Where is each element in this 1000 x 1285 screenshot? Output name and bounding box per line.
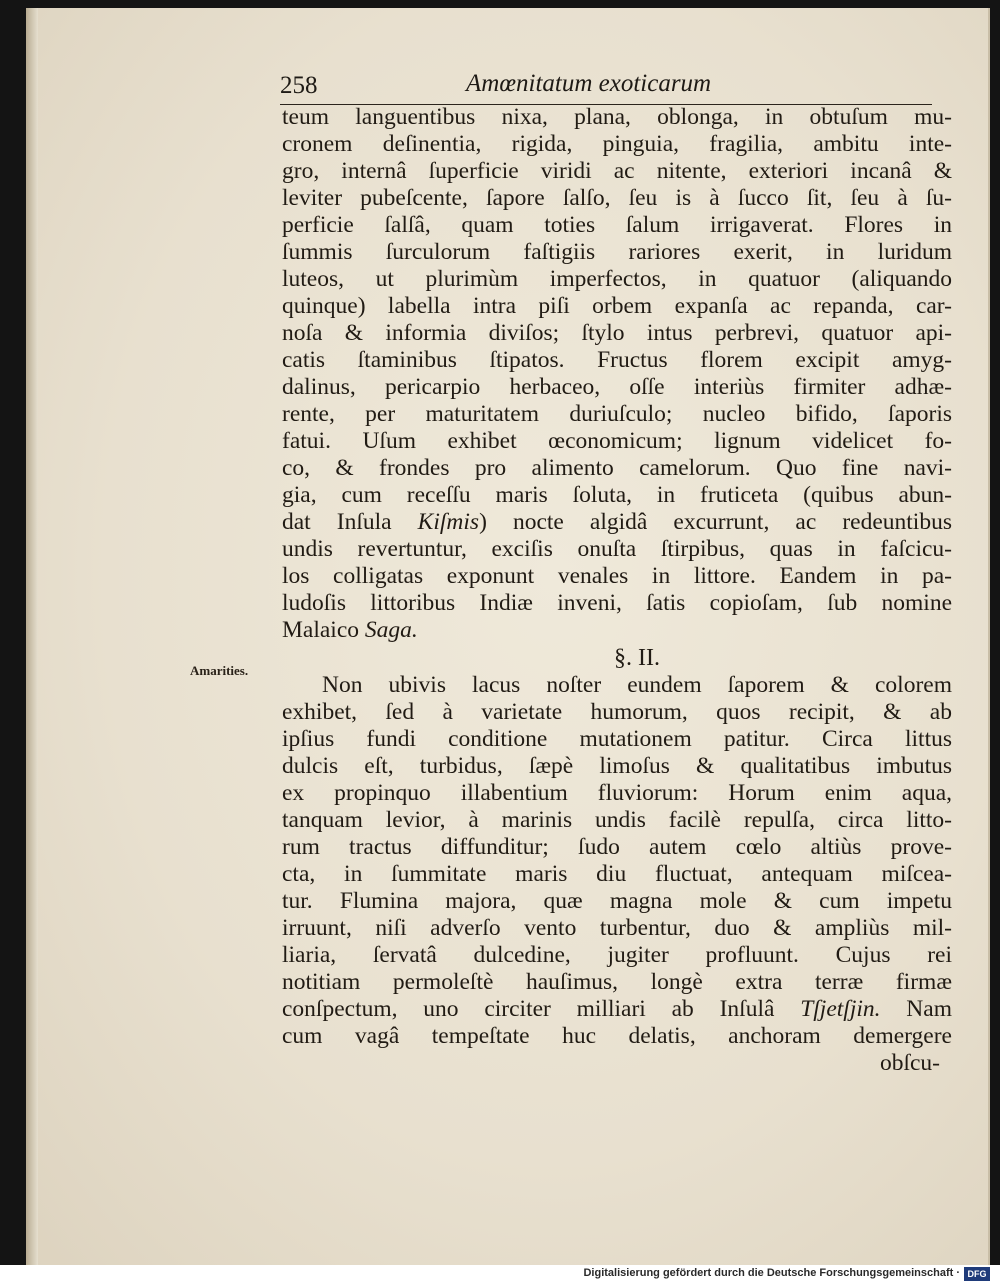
text-line: los colligatas exponunt venales in littore. Eandem in pa- <box>282 563 952 589</box>
text-line: ludoſis littoribus Indiæ inveni, ſatis copioſam, ſub nomine <box>282 590 952 616</box>
text-line: undis revertuntur, exciſis onuſta ſtirpibus, quas in faſcicu- <box>282 536 952 562</box>
text-line-tsjetsjin <box>282 996 952 1023</box>
page-gutter <box>26 8 38 1265</box>
text-run: conſpectum, uno circiter milliari ab Inſulâ <box>282 996 801 1022</box>
text-run: dat Inſula <box>282 509 418 535</box>
text-run: Malaico <box>282 617 365 643</box>
text-line: perficie ſalſâ, quam toties ſalum irrigaverat. Flores in <box>282 212 952 238</box>
page-number: 258 <box>280 72 318 99</box>
text-line: irruunt, niſi adverſo vento turbentur, duo & ampliùs mil- <box>282 915 952 941</box>
text-line: noſa & informia diviſos; ſtylo intus perbrevi, quatuor api- <box>282 320 952 346</box>
text-line: ex propinquo illabentium fluviorum: Horum enim aqua, <box>282 780 952 806</box>
text-line: gia, cum receſſu maris ſoluta, in fruticeta (quibus abun- <box>282 482 952 508</box>
funding-notice: Digitalisierung gefördert durch die Deutsche Forschungsgemeinschaft · <box>583 1267 960 1279</box>
section-heading: §. II. <box>614 645 660 671</box>
italic-plant-name: Saga. <box>364 617 418 643</box>
text-line: tanquam levior, à marinis undis facilè repulſa, circa litto- <box>282 807 952 833</box>
text-line: dalinus, pericarpio herbaceo, oſſe interiùs firmiter adhæ- <box>282 374 952 400</box>
running-head: Amœnitatum exoticarum <box>466 70 712 97</box>
text-line: gro, internâ ſuperficie viridi ac nitente, exteriori incanâ & <box>282 158 952 184</box>
text-line: co, & frondes pro alimento camelorum. Quo fine navi- <box>282 455 952 481</box>
italic-place-name: Tſjetſjin. <box>800 996 881 1022</box>
catchword: obſcu- <box>879 1050 940 1076</box>
text-line: rum tractus diffunditur; ſudo autem cœlo altiùs prove- <box>282 834 952 860</box>
body-text <box>282 104 952 1077</box>
text-line-kismis <box>282 509 952 536</box>
text-line: luteos, ut plurimùm imperfectos, in quatuor (aliquando <box>282 266 952 292</box>
footer-bar <box>0 1265 1000 1285</box>
text-line: ipſius fundi conditione mutationem patitur. Circa littus <box>282 726 952 752</box>
italic-place-name: Kiſmis <box>417 509 480 535</box>
text-line: notitiam permoleſtè hauſimus, longè extra terræ firmæ <box>282 969 952 995</box>
paragraph-2 <box>282 672 952 1077</box>
text-line: teum languentibus nixa, plana, oblonga, in obtuſum mu- <box>282 104 952 130</box>
text-line: rente, per maturitatem duriuſculo; nucleo bifido, ſaporis <box>282 401 952 427</box>
paragraph-1 <box>282 104 952 644</box>
page-header <box>280 70 932 105</box>
text-line: fatui. Uſum exhibet œconomicum; lignum videlicet fo- <box>282 428 952 454</box>
text-line: Non ubivis lacus noſter eundem ſaporem & colorem <box>322 672 952 698</box>
text-line: cronem deſinentia, rigida, pinguia, fragilia, ambitu inte- <box>282 131 952 157</box>
text-line: catis ſtaminibus ſtipatos. Fructus florem excipit amyg- <box>282 347 952 373</box>
text-line: ſummis ſurculorum faſtigiis rariores exerit, in luridum <box>282 239 952 265</box>
text-line: cum vagâ tempeſtate huc delatis, anchoram demergere <box>282 1023 952 1049</box>
text-run: ) nocte algidâ excurrunt, ac redeuntibus <box>479 509 952 535</box>
text-line: exhibet, ſed à varietate humorum, quos recipit, & ab <box>282 699 952 725</box>
text-line: quinque) labella intra piſi orbem expanſa ac repanda, car- <box>282 293 952 319</box>
dfg-logo-icon: DFG <box>964 1267 990 1281</box>
text-line: dulcis eſt, turbidus, ſæpè limoſus & qualitatibus imbutus <box>282 753 952 779</box>
text-line: liaria, ſervatâ dulcedine, jugiter profluunt. Cujus rei <box>282 942 952 968</box>
margin-note: Amarities. <box>190 663 249 678</box>
text-line: cta, in ſummitate maris diu fluctuat, antequam miſcea- <box>282 861 952 887</box>
text-run: Nam <box>880 996 952 1022</box>
text-line-saga <box>282 617 952 644</box>
text-line: leviter pubeſcente, ſapore ſalſo, ſeu is à ſucco ſit, ſeu à ſu- <box>282 185 952 211</box>
text-line: tur. Flumina majora, quæ magna mole & cum impetu <box>282 888 952 914</box>
